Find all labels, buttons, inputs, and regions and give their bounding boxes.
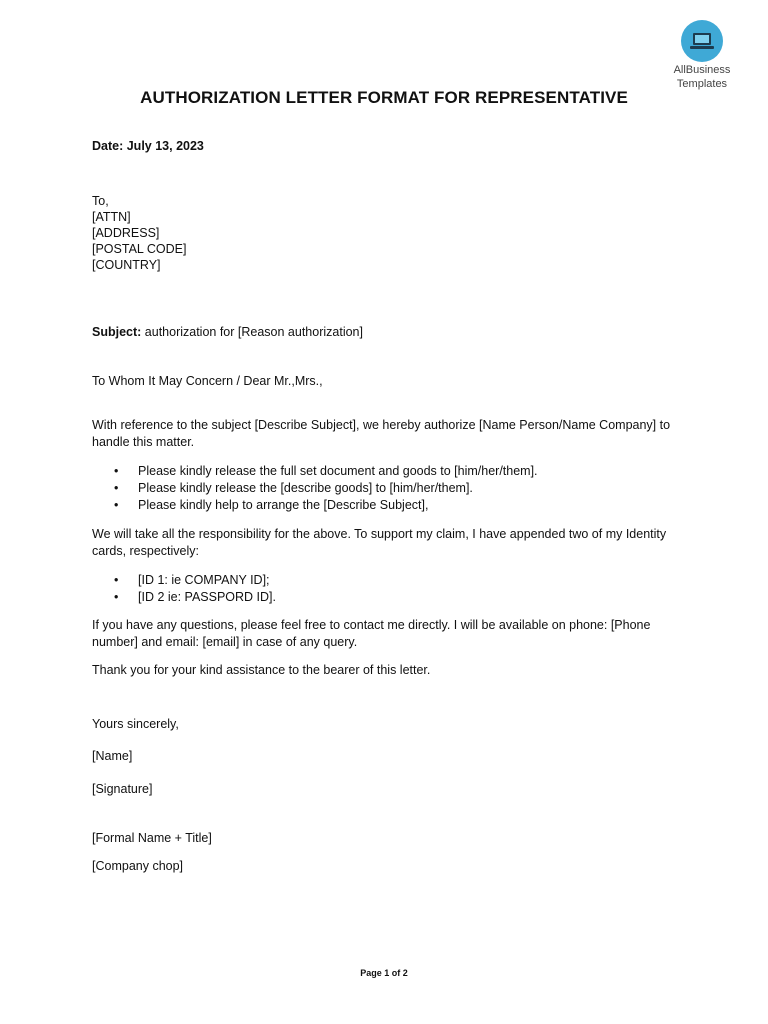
list-item: • [ID 1: ie COMPANY ID]; (114, 573, 270, 587)
paragraph-thanks: Thank you for your kind assistance to the bearer of this letter. (92, 663, 431, 677)
address-postal: [POSTAL CODE] (92, 242, 187, 256)
closing-line: Yours sincerely, (92, 717, 179, 731)
formal-name-placeholder: [Formal Name + Title] (92, 831, 212, 845)
list-item: • Please kindly release the [describe goods] to [him/her/them]. (114, 481, 473, 495)
list-item: • Please kindly help to arrange the [Describe Subject], (114, 498, 429, 512)
subject-label: Subject: (92, 325, 142, 339)
bullet-icon: • (114, 573, 119, 587)
document-title: AUTHORIZATION LETTER FORMAT FOR REPRESENTATIVE (140, 88, 628, 107)
bullet-list-requests (92, 463, 538, 514)
brand-logo[interactable] (668, 20, 736, 90)
salutation: To Whom It May Concern / Dear Mr.,Mrs., (92, 374, 323, 388)
list-item: • Please kindly release the full set document and goods to [him/her/them]. (114, 464, 538, 478)
bullet-icon: • (114, 464, 119, 478)
logo-text-line2: Templates (676, 78, 728, 90)
paragraph-contact: If you have any questions, please feel free to contact me directly. I will be available on phone: [Phone number] and email: [email] in case of any query. (92, 618, 651, 649)
list-item: • [ID 2 ie: PASSPORD ID]. (114, 590, 277, 604)
address-attn: [ATTN] (92, 210, 131, 224)
bullet-icon: • (114, 590, 119, 604)
address-to: To, (92, 194, 109, 208)
address-address: [ADDRESS] (92, 226, 160, 240)
paragraph-responsibility: We will take all the responsibility for the above. To support my claim, I have appended two of my Identity cards, respectively: (92, 527, 667, 558)
address-country: [COUNTRY] (92, 258, 161, 272)
bullet-list-ids (92, 572, 276, 606)
logo-text-line1: AllBusiness (673, 64, 731, 76)
company-chop-placeholder: [Company chop] (92, 859, 184, 873)
name-placeholder: [Name] (92, 749, 133, 763)
subject-line (92, 324, 363, 340)
bullet-icon: • (114, 481, 119, 495)
bullet-icon: • (114, 498, 119, 512)
signature-placeholder: [Signature] (92, 782, 153, 796)
date-line: Date: July 13, 2023 (92, 139, 204, 153)
laptop-icon (681, 20, 723, 62)
paragraph-reference: With reference to the subject [Describe Subject], we hereby authorize [Name Person/Name Company] to handle this matter. (92, 418, 671, 449)
subject-text: authorization for [Reason authorization] (141, 325, 363, 339)
page-number: Page 1 of 2 (360, 968, 408, 978)
